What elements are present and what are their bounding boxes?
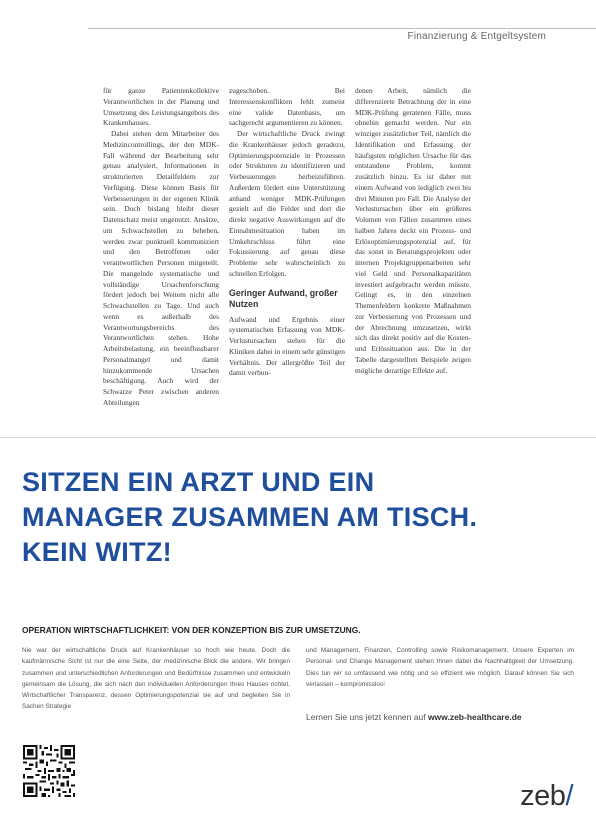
section-title: Finanzierung & Entgeltsystem	[407, 31, 546, 42]
qr-code-icon[interactable]	[23, 745, 75, 797]
ad-headline-line: KEIN WITZ!	[22, 537, 172, 567]
article-paragraph: zugeschoben. Bei Interessenskonflikten fehlt zumeist eine valide Datenbasis, um sachgerecht argumentieren zu können.	[229, 86, 345, 128]
article-paragraph: denen Arbeit, nämlich die differenzierte Betrachtung der in eine MDK-Prüfung geratenen Fälle, muss ohnehin gemacht werden. Nur ein winziger zusätzlicher Teil, nämlich die Identifikation und Erfassung der häufigsten möglichen Ursache für das entstandene Problem, kommt zusätzlich hinzu. Es ist daher mit einem Aufwand von lediglich zwei bis drei Minuten pro Fall. Die Analyse der Verlustursachen über ein größeres Volumen von Fällen zusammen eines halben Jahres deckt ein Prozess- und Erlösoptimierungspotenzial auf, für das sonst in Beratungsprojekten oder internen Projektgruppenarbeiten sehr viel Geld und Personalkapazitäten investiert aufgebracht werden müsste. Gelingt es, in den einzelnen Themenfeldern konkrete Maßnahmen zur Verbesserung von Prozessen und der Abrechnung umzusetzen, wirkt sich das direkt positiv auf die Kosten- und Erlössituation aus. Die in der Tabelle dargestellten Beispiele zeigen mögliche derartige Effekte auf.	[355, 86, 471, 375]
ad-contact-line	[306, 712, 522, 722]
contact-url-link[interactable]: www.zeb-healthcare.de	[427, 712, 522, 722]
ad-headline	[22, 465, 582, 570]
ad-headline-line: MANAGER ZUSAMMEN AM TISCH.	[22, 502, 478, 532]
article-subheading: Geringer Aufwand, großer Nutzen	[229, 287, 338, 309]
article-paragraph: Der wirtschaftliche Druck zwingt die Krankenhäuser jedoch geradezu, Optimierungspotenziale in Prozessen oder Strukturen zu identifizieren und Verbesserungen herbeizuführen. Außerdem fördert eine Unterstützung anhand weniger MDK-Prüfungen gezielt auf die Felder und dort die direkt negative Auswirkungen auf die Einnahmesituation haben im Umkehrschluss führt eine Fokussierung auf genau diese Probleme sehr wahrscheinlich zu schnellen Erfolgen.	[229, 129, 345, 278]
article-column-2	[229, 86, 345, 418]
logo-slash: /	[565, 780, 573, 812]
logo-text: zeb	[520, 780, 566, 812]
ad-body-left: Nie war der wirtschaftliche Druck auf Krankenhäuser so hoch wie heute. Doch die kaufmännische Sicht ist nur die eine Seite, der medizinische Blick die andere. Wir bringen zusammen und unterschiedlichen Anforderungen und Bedürfnisse zusammen und entwickeln gemeinsam die Lösung, die sich nach den individuellen Anforderungen Ihres Hauses richtet. Wirtschaftlicher Transparenz, dessen Optimierungspotenzial sie auf und begleiten Sie in Sachen Strategie	[22, 647, 290, 711]
contact-prefix: Lernen Sie uns jetzt kennen auf	[306, 712, 426, 722]
article-column-1	[103, 86, 219, 416]
ad-body-right: und Management, Finanzen, Controlling sowie Risikomanagement. Unsere Experten im Personal- und Change Management stehen Ihnen dabei die Nachhaltigkeit der Umsetzung. Dies tun wir so umfassend wie nötig und so effizient wie möglich. Darauf können Sie sich verlassen – kompromisslos!	[306, 647, 574, 688]
article-paragraph: Dabei stehen dem Mitarbeiter des Medizincontrollings, der den MDK-Fall während der Bearbeitung sehr genau analysiert, Informationen in strukturierten Detailfeldern zur Verfügung. Diese können Basis für Verbesserungen in der eigenen Klinik sein. Doch bislang bleibt dieser Datenschatz meist ungenutzt. Ansätze, um Schwachstellen zu beheben, werden zwar punktuell kommuniziert und den Betroffenen oder verantwortlichen Personen mitgeteilt. Die mangelnde systematische und vollständige Ursachenforschung fördert jedoch bei Weitem nicht alle Schwachstellen zu Tage. Und auch wenn es außerhalb des Verantwortungsbereichs des Verantwortlichen stehen. Hohe Arbeitsbelastung, ein beeinflussbarer Personalmangel und damit hinzukommende Ursachen beschäftigung. Auch wird der Schwarze Peter zwischen anderen Abteilungen	[103, 129, 219, 407]
header-rule	[88, 28, 596, 29]
ad-subheadline: OPERATION WIRTSCHAFTLICHKEIT: VON DER KONZEPTION BIS ZUR UMSETZUNG.	[22, 625, 361, 635]
advertisement-divider	[0, 437, 596, 438]
zeb-logo	[520, 780, 573, 813]
article-paragraph: Aufwand und Ergebnis einer systematischen Erfassung von MDK-Verlustursachen stehen für die Kliniken dabei in einem sehr günstigen Verhältnis. Der allergrößte Teil der damit verbun-	[229, 314, 345, 378]
article-column-3	[355, 86, 471, 416]
article-paragraph: für ganze Patientenkollektive Verantwortlichen in der Planung und Umsetzung des Leistungsangebots des Krankenhauses.	[103, 86, 219, 128]
ad-headline-line: SITZEN EIN ARZT UND EIN	[22, 467, 375, 497]
